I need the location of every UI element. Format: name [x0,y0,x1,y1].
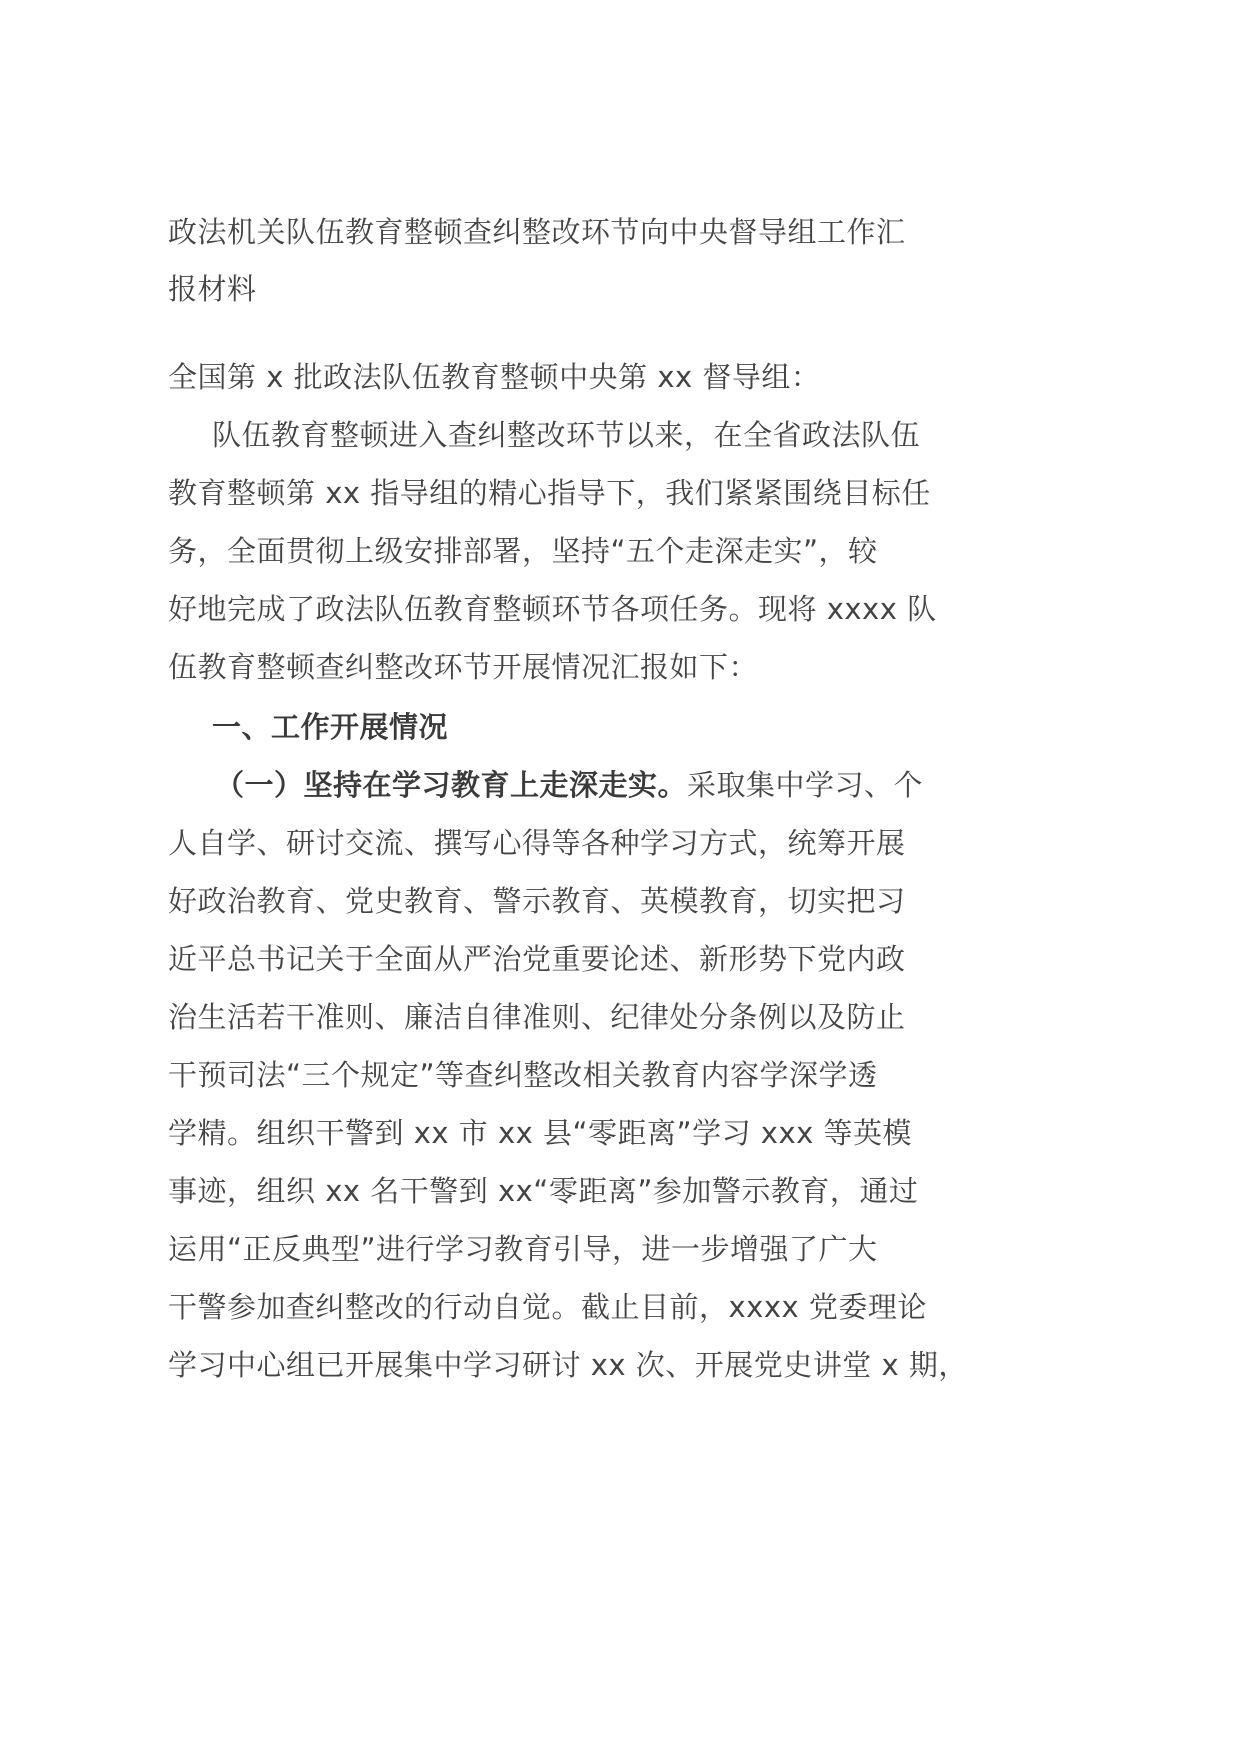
document-title-line-2: 报材料 [168,272,257,306]
section-heading: 一、工作开展情况 [212,710,449,744]
intro-line: 教育整顿第 xx 指导组的精心指导下，我们紧紧围绕目标任 [168,476,931,510]
body-line: 事迹，组织 xx 名干警到 xx“零距离”参加警示教育，通过 [168,1174,919,1208]
intro-line: 好地完成了政法队伍教育整顿环节各项任务。现将 xxxx 队 [168,592,937,626]
body-line: 治生活若干准则、廉洁自律准则、纪律处分条例以及防止 [168,1000,906,1034]
body-line: 近平总书记关于全面从严治党重要论述、新形势下党内政 [168,942,906,976]
intro-line: 务，全面贯彻上级安排部署，坚持“五个走深走实”，较 [168,534,878,568]
intro-line: 伍教育整顿查纠整改环节开展情况汇报如下： [168,650,759,684]
body-line: 干警参加查纠整改的行动自觉。截止目前，xxxx 党委理论 [168,1290,927,1324]
salutation: 全国第 x 批政法队伍教育整顿中央第 xx 督导组： [168,360,821,394]
body-line: 运用“正反典型”进行学习教育引导，进一步增强了广大 [168,1232,878,1266]
body-line: 学习中心组已开展集中学习研讨 xx 次、开展党史讲堂 x 期， [168,1348,968,1382]
subsection-first-line-text: 采取集中学习、个 [687,768,924,802]
intro-line: 队伍教育整顿进入查纠整改环节以来，在全省政法队伍 [212,418,921,452]
subsection-first-line [215,767,923,803]
document-title-line-1: 政法机关队伍教育整顿查纠整改环节向中央督导组工作汇 [168,215,906,249]
body-line: 好政治教育、党史教育、警示教育、英模教育，切实把习 [168,884,906,918]
subsection-heading: （一）坚持在学习教育上走深走实。 [215,768,688,802]
body-line: 干预司法“三个规定”等查纠整改相关教育内容学深学透 [168,1058,878,1092]
body-line: 人自学、研讨交流、撰写心得等各种学习方式，统筹开展 [168,826,906,860]
body-line: 学精。组织干警到 xx 市 xx 县“零距离”学习 xxx 等英模 [168,1116,912,1150]
